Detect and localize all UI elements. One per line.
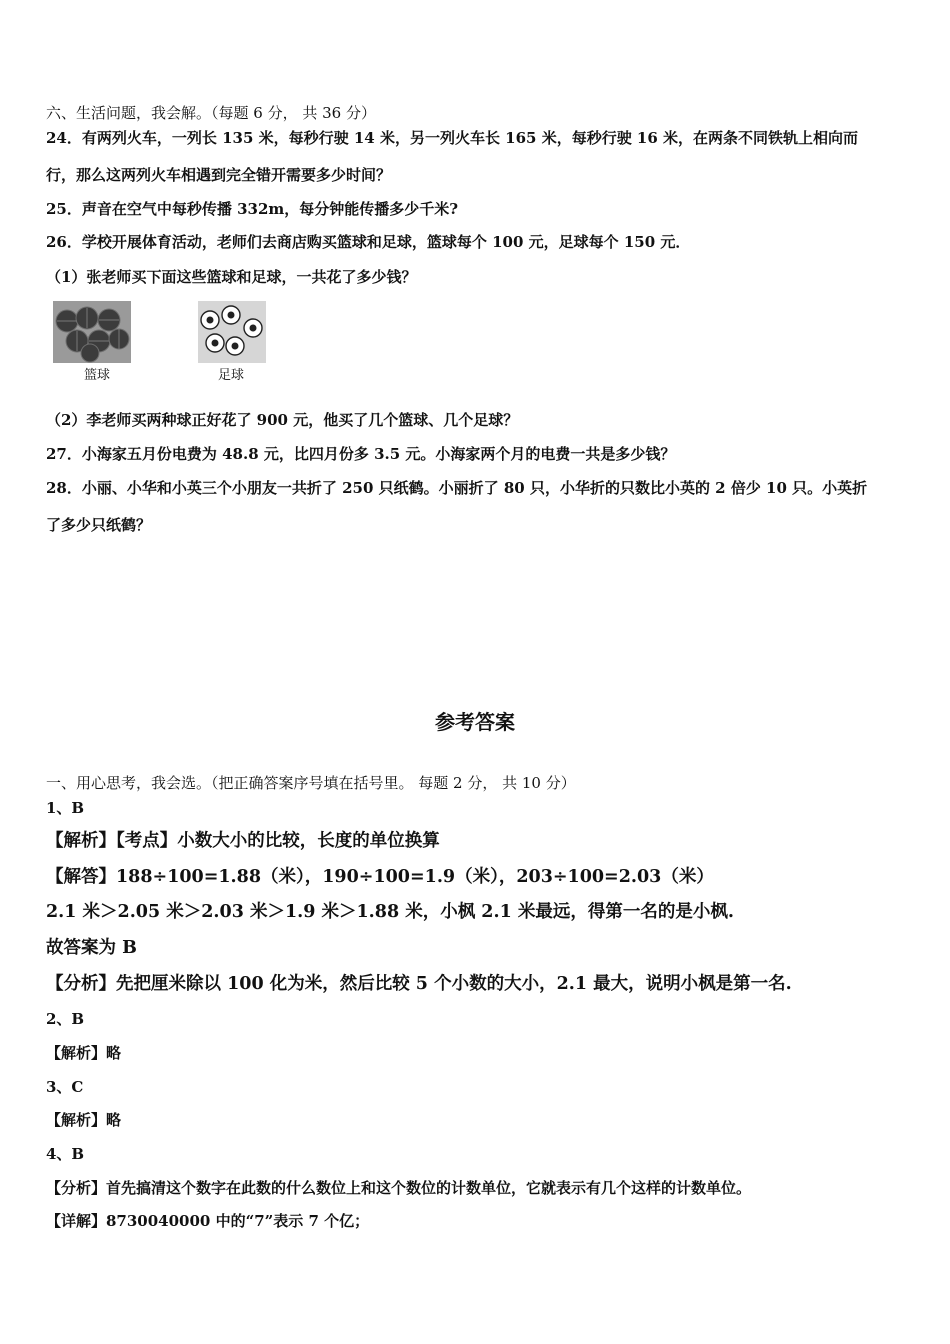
answer-1-jieda: 【解答】188÷100=1.88（米），190÷100=1.9（米），203÷100=2.03（米） — [46, 867, 714, 887]
question-26-part2: （2）李老师买两种球正好花了 900 元，他买了几个篮球、几个足球？ — [46, 411, 519, 429]
question-25: 25．声音在空气中每秒传播 332m，每分钟能传播多少千米? — [46, 200, 459, 218]
football-picture — [198, 301, 266, 363]
question-28-line1: 28．小丽、小华和小英三个小朋友一共折了 250 只纸鹤。小丽折了 80 只，小华折的只数比小英的 2 倍少 10 只。小英折 — [46, 479, 868, 497]
question-24-line1: 24．有两列火车，一列长 135 米，每秒行驶 14 米，另一列火车长 165 米，每秒行驶 16 米，在两条不同铁轨上相向而 — [46, 129, 859, 147]
answer-4: 4、B — [46, 1145, 85, 1163]
basketball-caption: 篮球 — [84, 368, 111, 383]
section6-heading: 六、生活问题，我会解。（每题 6 分， 共 36 分） — [46, 104, 376, 122]
football-caption: 足球 — [218, 368, 245, 383]
question-26-part1: （1）张老师买下面这些篮球和足球，一共花了多少钱？ — [46, 268, 417, 286]
answers-section1-heading: 一、用心思考，我会选。（把正确答案序号填在括号里。 每题 2 分， 共 10 分） — [46, 774, 576, 792]
question-26: 26．学校开展体育活动，老师们去商店购买篮球和足球，篮球每个 100 元，足球每个 150 元． — [46, 233, 691, 251]
answer-3-jiexi: 【解析】略 — [46, 1111, 122, 1129]
answer-1-final: 故答案为 B — [46, 938, 137, 958]
answer-2: 2、B — [46, 1010, 85, 1028]
answer-3: 3、C — [46, 1078, 84, 1096]
answers-title: 参考答案 — [435, 710, 515, 734]
question-27: 27．小海家五月份电费为 48.8 元，比四月份多 3.5 元。小海家两个月的电费一共是多少钱？ — [46, 445, 676, 463]
answer-1-jiexi: 【解析】【考点】小数大小的比较，长度的单位换算 — [46, 831, 440, 851]
question-28-line2: 了多少只纸鹤？ — [46, 516, 152, 534]
answer-2-jiexi: 【解析】略 — [46, 1044, 122, 1062]
answer-4-xiangjie: 【详解】8730040000 中的“7”表示 7 个亿； — [46, 1212, 370, 1230]
answer-4-fenxi: 【分析】首先搞清这个数字在此数的什么数位上和这个数位的计数单位，它就表示有几个这样的计数单位。 — [46, 1179, 752, 1197]
basketball-picture — [53, 301, 131, 363]
answer-1-compare: 2.1 米＞2.05 米＞2.03 米＞1.9 米＞1.88 米，小枫 2.1 米最远，得第一名的是小枫. — [46, 902, 734, 922]
answer-1: 1、B — [46, 799, 85, 817]
answer-1-fenxi: 【分析】先把厘米除以 100 化为米，然后比较 5 个小数的大小，2.1 最大，说明小枫是第一名. — [46, 974, 792, 994]
question-24-line2: 行，那么这两列火车相遇到完全错开需要多少时间？ — [46, 166, 392, 184]
